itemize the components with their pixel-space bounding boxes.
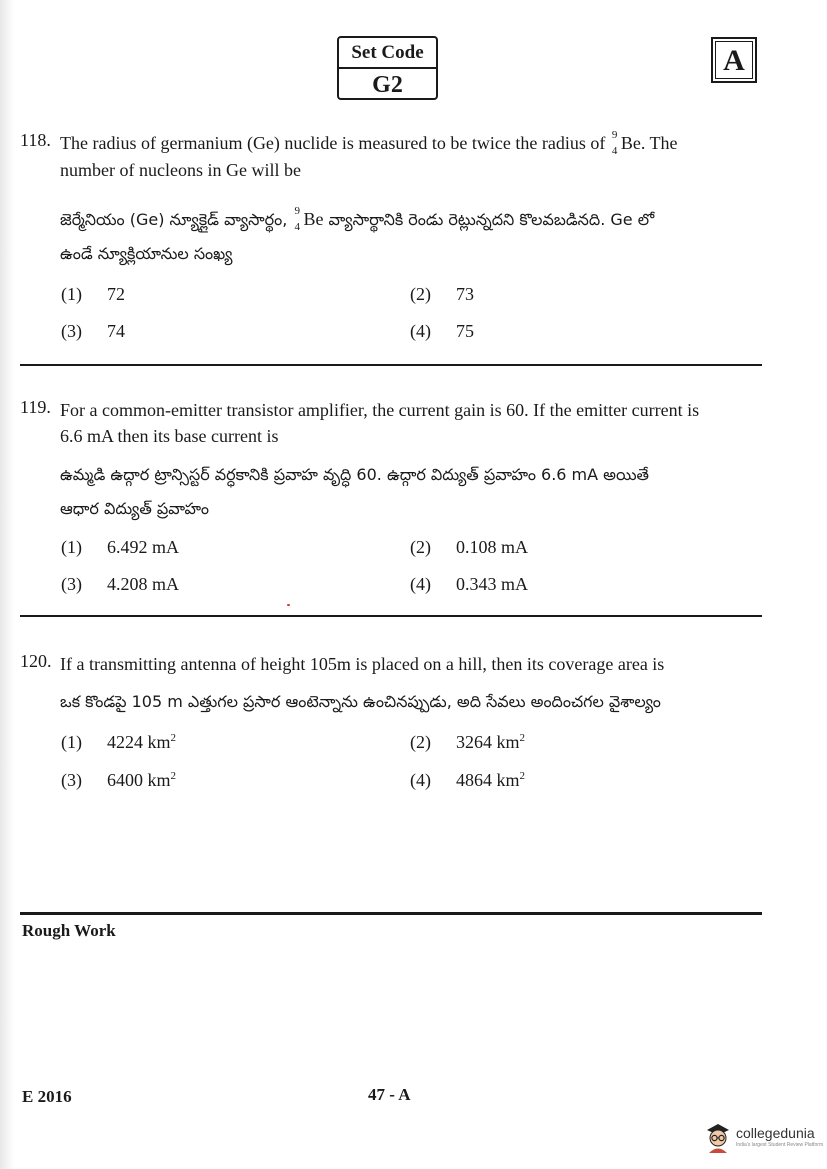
telugu-text-line2: ఉండే న్యూక్లియానుల సంఖ్య: [60, 244, 233, 263]
rough-work-heading: Rough Work: [22, 921, 116, 940]
question-text-part: The radius of germanium (Ge) nuclide is measured to be twice the radius of: [60, 133, 610, 153]
question-text: [60, 130, 765, 184]
option-label: (3): [61, 770, 82, 790]
question-text: [60, 651, 765, 678]
option-value: 0.108 mA: [456, 537, 528, 557]
question-text: [60, 397, 765, 449]
question-text-line1: If a transmitting antenna of height 105m is placed on a hill, then its coverage area is: [60, 654, 665, 674]
telugu-text-part: జెర్మేనియం (Ge) న్యూక్లైడ్ వ్యాసార్థం,: [60, 210, 293, 229]
option-label: (1): [61, 732, 82, 752]
option-label: (2): [410, 284, 431, 304]
option-3[interactable]: [61, 770, 176, 791]
option-value: 6400: [107, 770, 143, 790]
option-value: 0.343 mA: [456, 574, 528, 594]
option-label: (4): [410, 574, 431, 594]
question-text-line2: 6.6 mA then its base current is: [60, 426, 279, 446]
option-4[interactable]: [410, 574, 528, 595]
option-value: 4224: [107, 732, 143, 752]
option-label: (4): [410, 321, 431, 341]
set-code-value: G2: [372, 72, 403, 98]
option-label: (3): [61, 574, 82, 594]
mass-number: 9: [611, 129, 618, 141]
stray-red-mark: [287, 604, 290, 606]
question-119: [20, 397, 765, 607]
option-3[interactable]: [61, 574, 179, 595]
option-value: 75: [456, 321, 474, 341]
option-4[interactable]: [410, 770, 525, 791]
unit-power: 2: [519, 770, 526, 782]
rough-work-divider: [20, 912, 762, 915]
option-1[interactable]: [61, 732, 176, 753]
set-code-box: [337, 36, 438, 100]
beryllium-nuclide: [292, 202, 323, 236]
question-number: 120.: [20, 651, 52, 671]
question-text-part: . The: [640, 133, 678, 153]
option-label: (4): [410, 770, 431, 790]
collegedunia-watermark: [704, 1121, 823, 1153]
option-value: 6.492 mA: [107, 537, 179, 557]
option-label: (3): [61, 321, 82, 341]
option-value: 4.208 mA: [107, 574, 179, 594]
option-label: (1): [61, 537, 82, 557]
option-1[interactable]: [61, 537, 179, 558]
watermark-tagline: India's largest Student Review Platform: [736, 1142, 824, 1148]
mass-number: 9: [294, 205, 300, 217]
student-mascot-icon: [704, 1121, 732, 1153]
version-letter: A: [715, 41, 753, 79]
option-2[interactable]: [410, 537, 528, 558]
element-symbol: Be: [303, 209, 324, 229]
question-120: [20, 651, 765, 801]
telugu-text-line2: ఆధార విద్యుత్ ప్రవాహం: [60, 499, 209, 518]
question-118: [20, 130, 765, 345]
option-3[interactable]: [61, 321, 125, 342]
option-2[interactable]: [410, 284, 474, 305]
option-value: 72: [107, 284, 125, 304]
option-label: (1): [61, 284, 82, 304]
set-code-label: Set Code: [339, 38, 436, 69]
question-divider: [20, 615, 762, 617]
question-number: 119.: [20, 397, 51, 417]
telugu-text-line1: ఉమ్మడి ఉద్గార ట్రాన్సిస్టర్ వర్ధకానికి ప్రవాహ వృద్ధి 60. ఉద్గార విద్యుత్ ప్రవాహం 6.6 mA అయితే: [60, 465, 649, 484]
option-2[interactable]: [410, 732, 525, 753]
option-unit: km: [147, 770, 171, 790]
question-text-line1: For a common-emitter transistor amplifier, the current gain is 60. If the emitter current is: [60, 400, 700, 420]
option-unit: km: [147, 732, 171, 752]
option-label: (2): [410, 537, 431, 557]
option-value: 3264: [456, 732, 492, 752]
telugu-text-line1: ఒక కొండపై 105 m ఎత్తుగల ప్రసార ఆంటెన్నాను ఉంచినప్పుడు, అది సేవలు అందించగల వైశాల్యం: [60, 692, 661, 711]
telugu-text-part: వ్యాసార్థానికి రెండు రెట్లున్నదని కొలవబడినది. Ge లో: [323, 210, 655, 229]
option-4[interactable]: [410, 321, 474, 342]
element-symbol: Be: [620, 133, 641, 153]
unit-power: 2: [170, 732, 177, 744]
option-value: 4864: [456, 770, 492, 790]
option-unit: km: [496, 732, 520, 752]
option-label: (2): [410, 732, 431, 752]
version-box: [711, 37, 757, 83]
page-number: 47 - A: [368, 1085, 411, 1104]
question-text-telugu: [60, 202, 765, 271]
beryllium-nuclide: [610, 130, 641, 157]
exam-code: E 2016: [22, 1087, 72, 1106]
question-text-line2: number of nucleons in Ge will be: [60, 160, 301, 180]
option-value: 74: [107, 321, 125, 341]
option-unit: km: [496, 770, 520, 790]
atomic-number: 4: [611, 145, 618, 157]
watermark-brand: collegedunia: [736, 1125, 815, 1141]
question-number: 118.: [20, 130, 51, 150]
atomic-number: 4: [294, 221, 300, 233]
question-divider: [20, 364, 762, 366]
unit-power: 2: [519, 732, 526, 744]
question-text-telugu: [60, 458, 765, 526]
option-value: 73: [456, 284, 474, 304]
question-text-telugu: [60, 685, 765, 719]
unit-power: 2: [170, 770, 177, 782]
option-1[interactable]: [61, 284, 125, 305]
scan-page-edge: [0, 0, 14, 1169]
